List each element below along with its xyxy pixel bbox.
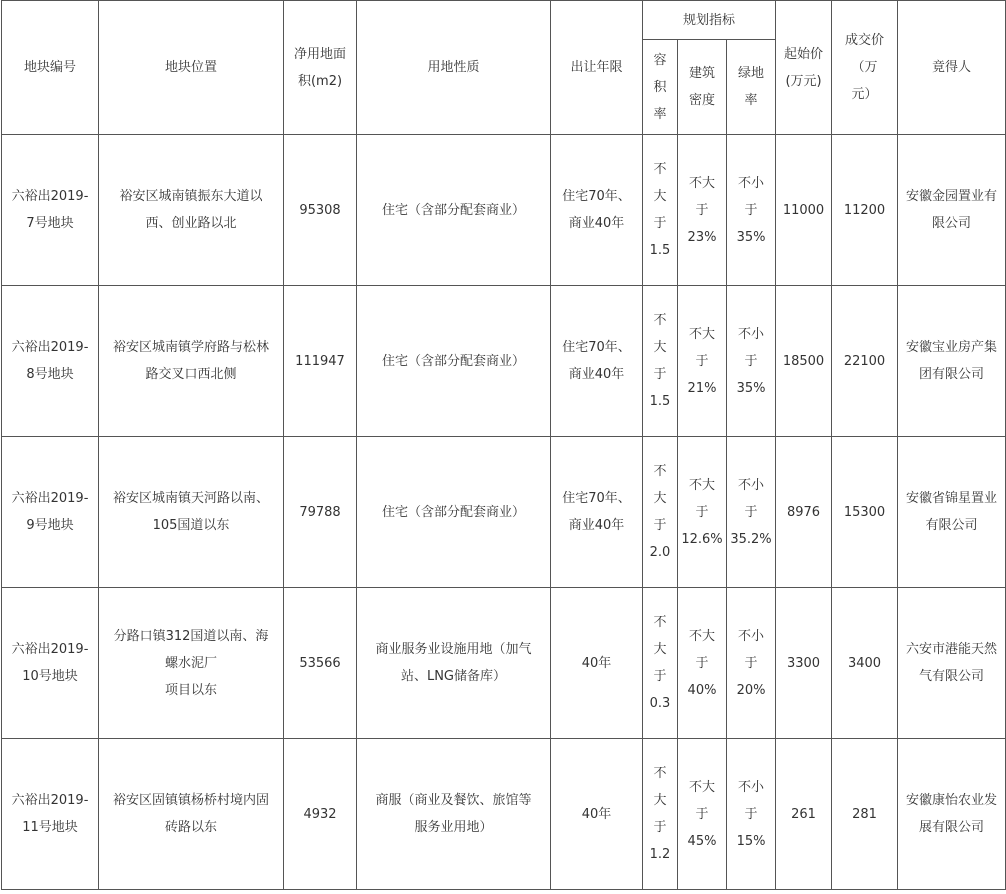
cell-plot-no: 六裕出2019- 8号地块 xyxy=(2,286,99,437)
header-planning-indicators: 规划指标 xyxy=(643,1,776,40)
cell-area: 95308 xyxy=(284,135,357,286)
cell-deal-price: 15300 xyxy=(832,437,898,588)
cell-density: 不大 于 40% xyxy=(678,588,727,739)
cell-area: 79788 xyxy=(284,437,357,588)
header-far: 容 积 率 xyxy=(643,40,678,135)
cell-winner: 安徽康怡农业发 展有限公司 xyxy=(898,739,1006,890)
cell-plot-no: 六裕出2019- 11号地块 xyxy=(2,739,99,890)
cell-start-price: 11000 xyxy=(776,135,832,286)
cell-density: 不大 于 12.6% xyxy=(678,437,727,588)
header-density: 建筑 密度 xyxy=(678,40,727,135)
cell-deal-price: 11200 xyxy=(832,135,898,286)
cell-start-price: 3300 xyxy=(776,588,832,739)
header-land-use: 用地性质 xyxy=(357,1,551,135)
table-row xyxy=(2,135,1006,286)
cell-plot-no: 六裕出2019- 9号地块 xyxy=(2,437,99,588)
cell-deal-price: 281 xyxy=(832,739,898,890)
cell-density: 不大 于 21% xyxy=(678,286,727,437)
header-plot-no: 地块编号 xyxy=(2,1,99,135)
cell-start-price: 8976 xyxy=(776,437,832,588)
table-row xyxy=(2,437,1006,588)
cell-winner: 安徽金园置业有 限公司 xyxy=(898,135,1006,286)
cell-location: 分路口镇312国道以南、海 螺水泥厂 项目以东 xyxy=(99,588,284,739)
table-row xyxy=(2,588,1006,739)
cell-area: 4932 xyxy=(284,739,357,890)
cell-far: 不 大 于 1.2 xyxy=(643,739,678,890)
cell-area: 111947 xyxy=(284,286,357,437)
cell-land-use: 住宅（含部分配套商业） xyxy=(357,286,551,437)
cell-winner: 安徽省锦星置业 有限公司 xyxy=(898,437,1006,588)
cell-start-price: 18500 xyxy=(776,286,832,437)
cell-green: 不小 于 35% xyxy=(727,286,776,437)
cell-plot-no: 六裕出2019- 7号地块 xyxy=(2,135,99,286)
table-row xyxy=(2,739,1006,890)
cell-land-use: 住宅（含部分配套商业） xyxy=(357,135,551,286)
cell-start-price: 261 xyxy=(776,739,832,890)
cell-term: 40年 xyxy=(551,588,643,739)
cell-term: 住宅70年、 商业40年 xyxy=(551,286,643,437)
header-term: 出让年限 xyxy=(551,1,643,135)
cell-plot-no: 六裕出2019- 10号地块 xyxy=(2,588,99,739)
cell-location: 裕安区固镇镇杨桥村境内固 砖路以东 xyxy=(99,739,284,890)
cell-far: 不 大 于 0.3 xyxy=(643,588,678,739)
cell-term: 40年 xyxy=(551,739,643,890)
header-deal-price: 成交价 （万 元） xyxy=(832,1,898,135)
cell-term: 住宅70年、 商业40年 xyxy=(551,135,643,286)
header-winner: 竟得人 xyxy=(898,1,1006,135)
cell-location: 裕安区城南镇学府路与松林 路交叉口西北侧 xyxy=(99,286,284,437)
cell-green: 不小 于 35% xyxy=(727,135,776,286)
cell-green: 不小 于 35.2% xyxy=(727,437,776,588)
cell-deal-price: 22100 xyxy=(832,286,898,437)
header-start-price: 起始价 (万元) xyxy=(776,1,832,135)
header-row-1 xyxy=(2,1,1006,40)
cell-land-use: 商服（商业及餐饮、旅馆等 服务业用地） xyxy=(357,739,551,890)
land-auction-table xyxy=(1,0,1006,890)
cell-green: 不小 于 15% xyxy=(727,739,776,890)
header-area: 净用地面 积(m2) xyxy=(284,1,357,135)
cell-density: 不大 于 45% xyxy=(678,739,727,890)
cell-density: 不大 于 23% xyxy=(678,135,727,286)
cell-location: 裕安区城南镇天河路以南、 105国道以东 xyxy=(99,437,284,588)
cell-winner: 安徽宝业房产集 团有限公司 xyxy=(898,286,1006,437)
cell-land-use: 商业服务业设施用地（加气 站、LNG储备库） xyxy=(357,588,551,739)
cell-far: 不 大 于 2.0 xyxy=(643,437,678,588)
table-row xyxy=(2,286,1006,437)
cell-term: 住宅70年、 商业40年 xyxy=(551,437,643,588)
cell-far: 不 大 于 1.5 xyxy=(643,135,678,286)
cell-area: 53566 xyxy=(284,588,357,739)
cell-land-use: 住宅（含部分配套商业） xyxy=(357,437,551,588)
cell-location: 裕安区城南镇振东大道以 西、创业路以北 xyxy=(99,135,284,286)
cell-far: 不 大 于 1.5 xyxy=(643,286,678,437)
header-location: 地块位置 xyxy=(99,1,284,135)
cell-green: 不小 于 20% xyxy=(727,588,776,739)
cell-winner: 六安市港能天然 气有限公司 xyxy=(898,588,1006,739)
header-green: 绿地 率 xyxy=(727,40,776,135)
cell-deal-price: 3400 xyxy=(832,588,898,739)
